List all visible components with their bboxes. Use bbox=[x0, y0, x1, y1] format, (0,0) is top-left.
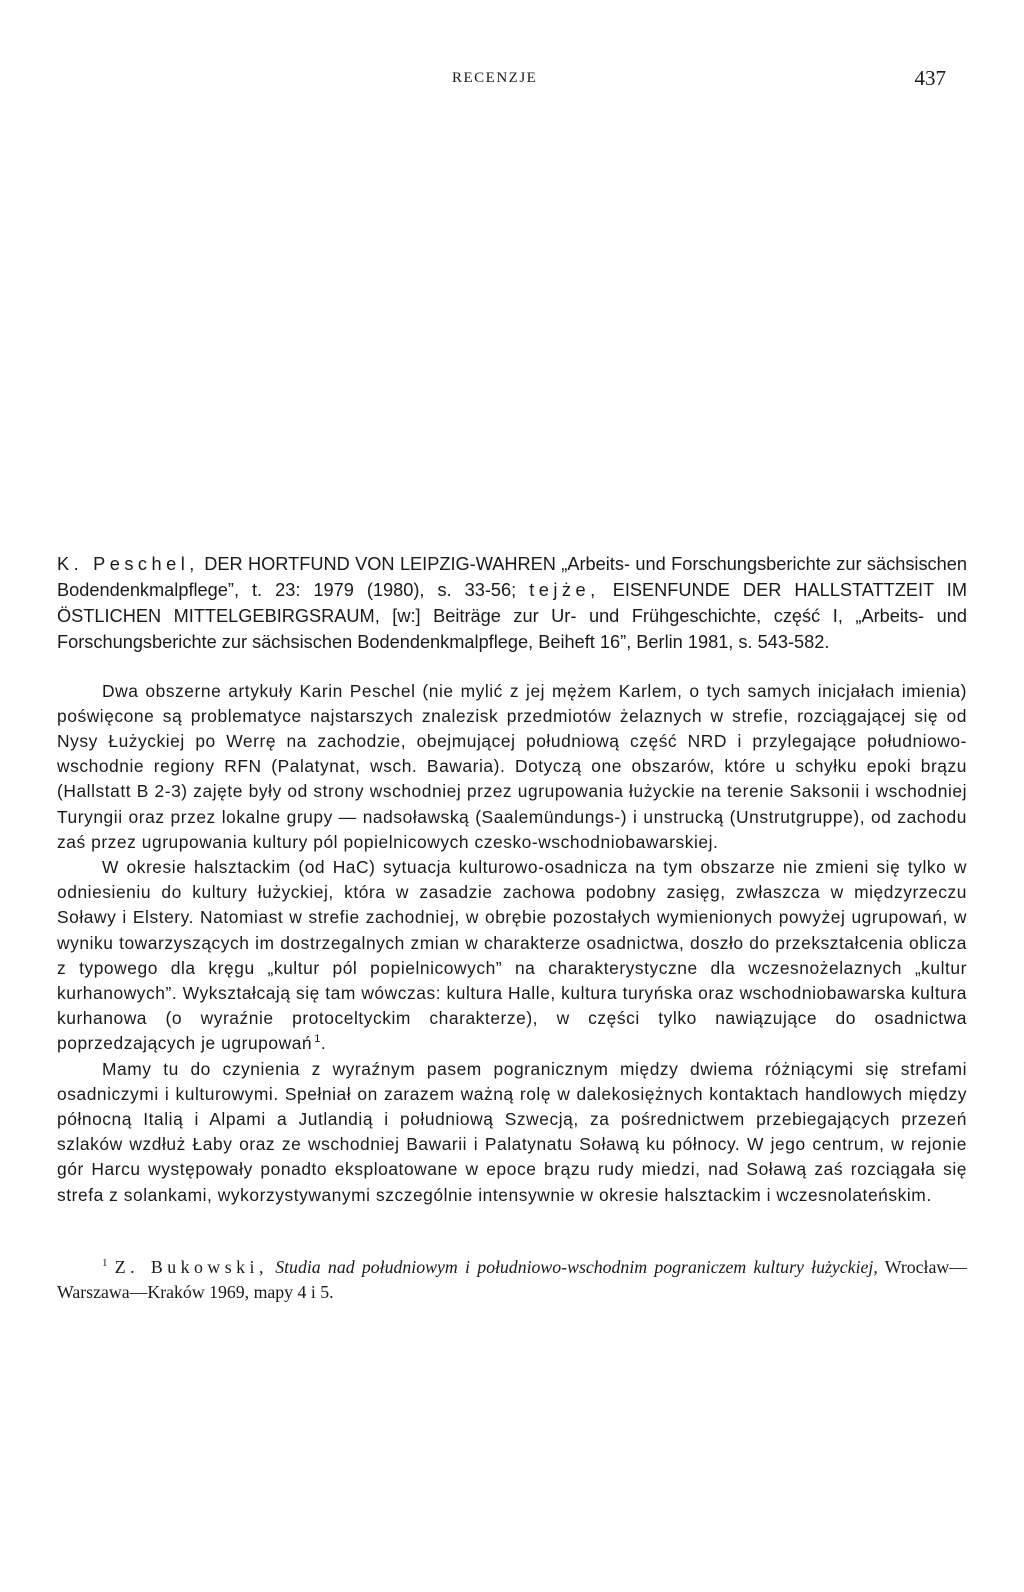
review-body bbox=[57, 679, 967, 1208]
footnote-author: Z. Bukowski, bbox=[114, 1256, 268, 1277]
review-content bbox=[57, 552, 967, 1324]
citation-text-1: DER HORTFUND VON LEIPZIG-WAHREN „Arbeits- und Forschungsberichte zur sächsischen Bodendenkmalpflege”, t. 23: 1979 (1980), s. 33-56; bbox=[57, 554, 968, 600]
bibliographic-citation bbox=[57, 552, 967, 656]
citation-text-2: EISENFUNDE DER HALLSTATTZEIT IM ÖSTLICHEN MITTELGEBIRGSRAUM, [w:] Beiträge zur Ur- und Frühgeschichte, część I, „Arbeits- und Forschungsberichte zur sächsischen Bodendenkmalpflege, Beiheft 16”, Berlin 1981, s. 543-582. bbox=[57, 579, 967, 652]
paragraph-2-text: W okresie halsztackim (od HaC) sytuacja kulturowo-osadnicza na tym obszarze nie zmieni się tylko w odniesieniu do kultury łużyckiej, która w zasadzie zachowa podobny zasięg, zwłaszcza w międzyrzeczu Soławy i Elstery. Natomiast w strefie zachodniej, w obrębie pozostałych wymienionych powyżej ugrupowań, w wyniku towarzyszących im dostrzegalnych zmian w charakterze osadnictwa, doszło do przekształcenia oblicza z typowego dla kręgu „kultur pól popielnicowych” na charakterystyczne dla wczesnożelaznych „kultur kurhanowych”. Wykształcają się tam wówczas: kultura Halle, kultura turyńska oraz wschodniobawarska kultura kurhanowa (o wyraźnie protoceltyckim charakterze), w części tylko nawiązujące do osadnictwa poprzedzających je ugrupowań bbox=[57, 857, 967, 1054]
footnote-title: Studia nad południowym i południowo-wschodnim pograniczem kultury łużyckiej, bbox=[275, 1256, 878, 1277]
citation-author-again: tejże, bbox=[529, 579, 600, 600]
citation-author: K. Peschel, bbox=[57, 554, 199, 574]
page-number: 437 bbox=[914, 66, 946, 90]
footnote-mark: 1 bbox=[102, 1256, 108, 1269]
paragraph-1: Dwa obszerne artykuły Karin Peschel (nie mylić z jej mężem Karlem, o tych samych inicjałach imienia) poświęcone są problematyce najstarszych znalezisk przedmiotów żelaznych w strefie, rozciągającej się od Nysy Łużyckiej po Werrę na zachodzie, obejmującej południową część NRD i przylegające południowo-wschodnie regiony RFN (Palatynat, wsch. Bawaria). Dotyczą one obszarów, które u schyłku epoki brązu (Hallstatt B 2-3) zajęte były od strony wschodniej przez ugrupowania łużyckie na terenie Saksonii i wschodniej Turyngii oraz przez lokalne grupy — nadsoławską (Saalemündungs-) i unstrucką (Unstrutgruppe), od zachodu zaś przez ugrupowania kultury pól popielnicowych czesko-wschodniobawarskiej. bbox=[57, 680, 967, 852]
paragraph-2 bbox=[57, 855, 967, 1057]
running-head: RECENZJE bbox=[452, 70, 538, 86]
footnote-publication: Wrocław—Warszawa—Kraków 1969, mapy 4 i 5. bbox=[57, 1256, 967, 1303]
footnote bbox=[57, 1255, 967, 1306]
paragraph-2-end: . bbox=[320, 1033, 327, 1054]
paragraph-3: Mamy tu do czynienia z wyraźnym pasem pogranicznym między dwiema różniącymi się strefami osadniczymi i kulturowymi. Spełniał on zarazem ważną rolę w dalekosiężnych kontaktach handlowych między północną Italią i Alpami a Jutlandią i południową Szwecją, za pośrednictwem przebiegających przezeń szlaków wzdłuż Łaby oraz ze wschodniej Bawarii i Palatynatu Soławą ku północy. W jego centrum, w rejonie gór Harcu występowały ponadto eksploatowane w epoce brązu rudy miedzi, nad Soławą zaś rozciągała się strefa z solankami, wykorzystywanymi szczególnie intensywnie w okresie halsztackim i wczesnolateńskim. bbox=[57, 1058, 967, 1205]
page-header bbox=[0, 66, 1024, 94]
footnote-reference[interactable]: 1 bbox=[314, 1033, 321, 1046]
